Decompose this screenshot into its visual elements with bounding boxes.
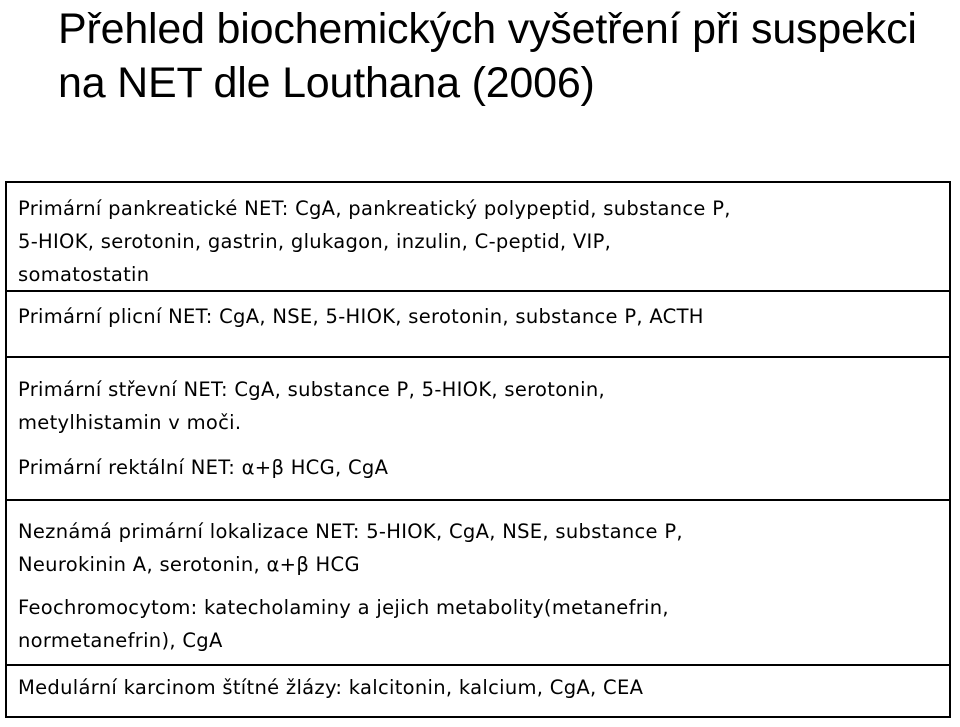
row-pancreatic-net: Primární pankreatické NET: CgA, pankreatický polypeptid, substance P, 5-HIOK, serotonin, gastrin, glukagon, inzulin, C-peptid, VIP, somatostatin (18, 197, 731, 286)
row-unknown-primary-net: Neznámá primární lokalizace NET: 5-HIOK, CgA, NSE, substance P, Neurokinin A, serotonin, α+β HCG (7, 499, 949, 581)
row-pheochromocytoma: Feochromocytom: katecholaminy a jejich metabolity(metanefrin, normetanefrin), CgA (18, 596, 669, 652)
examination-table (5, 181, 951, 718)
page-title: Přehled biochemických vyšetření při suspekci na NET dle Louthana (2006) (58, 5, 917, 107)
row-lung-net: Primární plicní NET: CgA, NSE, 5-HIOK, serotonin, substance P, ACTH (7, 290, 949, 333)
row-medullary-carcinoma: Medulární karcinom štítné žlázy: kalcitonin, kalcium, CgA, CEA (7, 664, 949, 704)
row-intestinal-net: Primární střevní NET: CgA, substance P, 5-HIOK, serotonin, metylhistamin v moči. (7, 356, 949, 439)
row-rectal-net: Primární rektální NET: α+β HCG, CgA (18, 456, 389, 479)
